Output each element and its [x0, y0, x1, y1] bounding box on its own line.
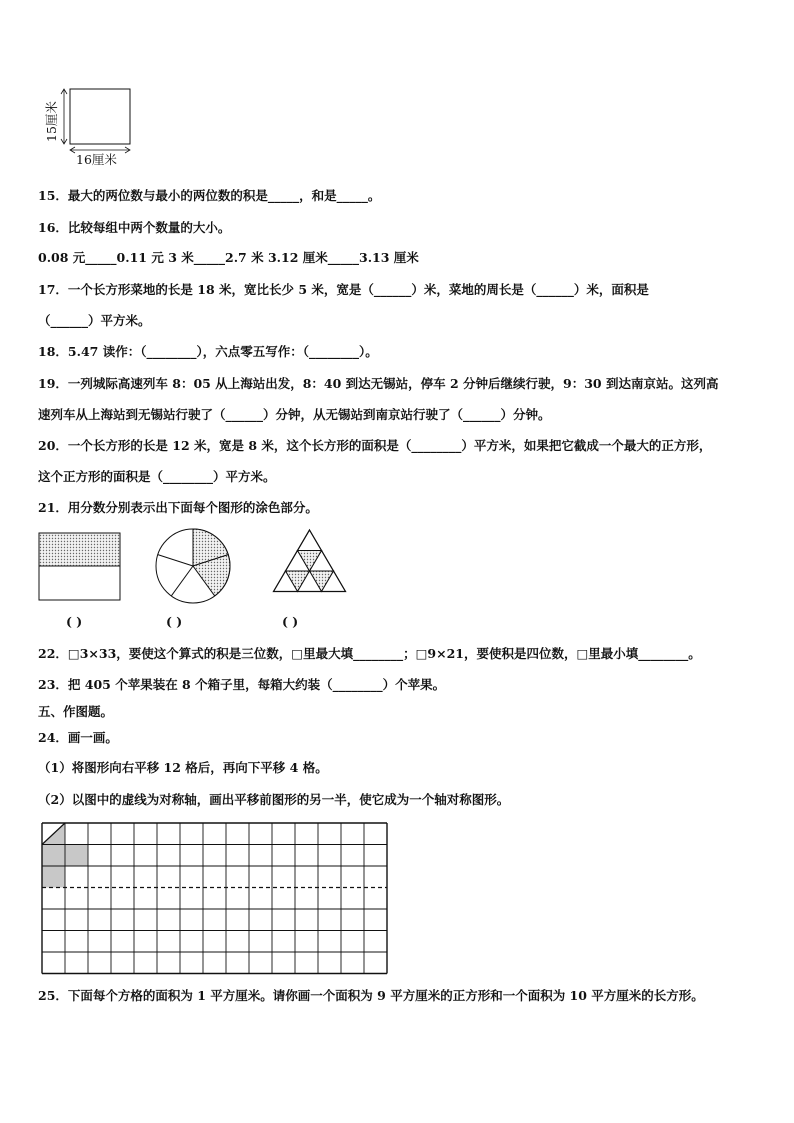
question-24-part1: （1）将图形向右平移 12 格后，再向下平移 4 格。: [38, 760, 328, 775]
shaded-cell: [42, 845, 65, 867]
shaded-rectangle-figure: [39, 533, 120, 600]
section-5-title: 五、作图题。: [38, 704, 114, 719]
shaded-circle-figure: [156, 529, 230, 603]
question-16-stem: 16．比较每组中两个数量的大小。: [38, 220, 231, 235]
shaded-cell: [42, 866, 65, 888]
question-20-line2: 这个正方形的面积是（________）平方米。: [38, 469, 276, 484]
question-19-line1: 19．一列城际高速列车 8：05 从上海站出发，8：40 到达无锡站，停车 2 分钟后继续行驶，9：30 到达南京站。这列高: [38, 376, 719, 391]
drawing-grid[interactable]: [40, 821, 390, 976]
question-22: 22．□3×33，要使这个算式的积是三位数，□里最大填________；□9×21，要使积是四位数，□里最小填________。: [38, 646, 701, 661]
shaded-cell: [65, 845, 88, 867]
q21-answer-blank-1[interactable]: ( ): [66, 614, 83, 629]
question-17-line2: （______）平方米。: [38, 313, 151, 328]
shaded-triangle-figure: [274, 530, 346, 592]
question-24-part2: （2）以图中的虚线为对称轴，画出平移前图形的另一半，使它成为一个轴对称图形。: [38, 792, 510, 807]
question-15: 15．最大的两位数与最小的两位数的积是_____，和是_____。: [38, 188, 381, 203]
question-18: 18．5.47 读作：（________），六点零五写作：（________）。: [38, 344, 378, 359]
question-25: 25．下面每个方格的面积为 1 平方厘米。请你画一个面积为 9 平方厘米的正方形和一个面积为 10 平方厘米的长方形。: [38, 988, 704, 1003]
question-23: 23．把 405 个苹果装在 8 个箱子里，每箱大约装（________）个苹果。: [38, 677, 446, 692]
q21-answer-blank-2[interactable]: ( ): [166, 614, 183, 629]
q21-answer-blank-3[interactable]: ( ): [282, 614, 299, 629]
question-20-line1: 20．一个长方形的长是 12 米，宽是 8 米，这个长方形的面积是（________）平方米，如果把它截成一个最大的正方形，: [38, 438, 712, 453]
figure-width-label: 16厘米: [76, 152, 117, 167]
question-19-line2: 速列车从上海站到无锡站行驶了（______）分钟，从无锡站到南京站行驶了（______）分钟。: [38, 407, 551, 422]
question-17-line1: 17．一个长方形菜地的长是 18 米，宽比长少 5 米，宽是（______）米，菜地的周长是（______）米，面积是: [38, 282, 649, 297]
question-16-compare: 0.08 元_____0.11 元 3 米_____2.7 米 3.12 厘米_____3.13 厘米: [38, 250, 419, 265]
question-21-stem: 21．用分数分别表示出下面每个图形的涂色部分。: [38, 500, 318, 515]
figure-height-label: 15厘米: [44, 101, 59, 142]
question-24-stem: 24．画一画。: [38, 730, 118, 745]
